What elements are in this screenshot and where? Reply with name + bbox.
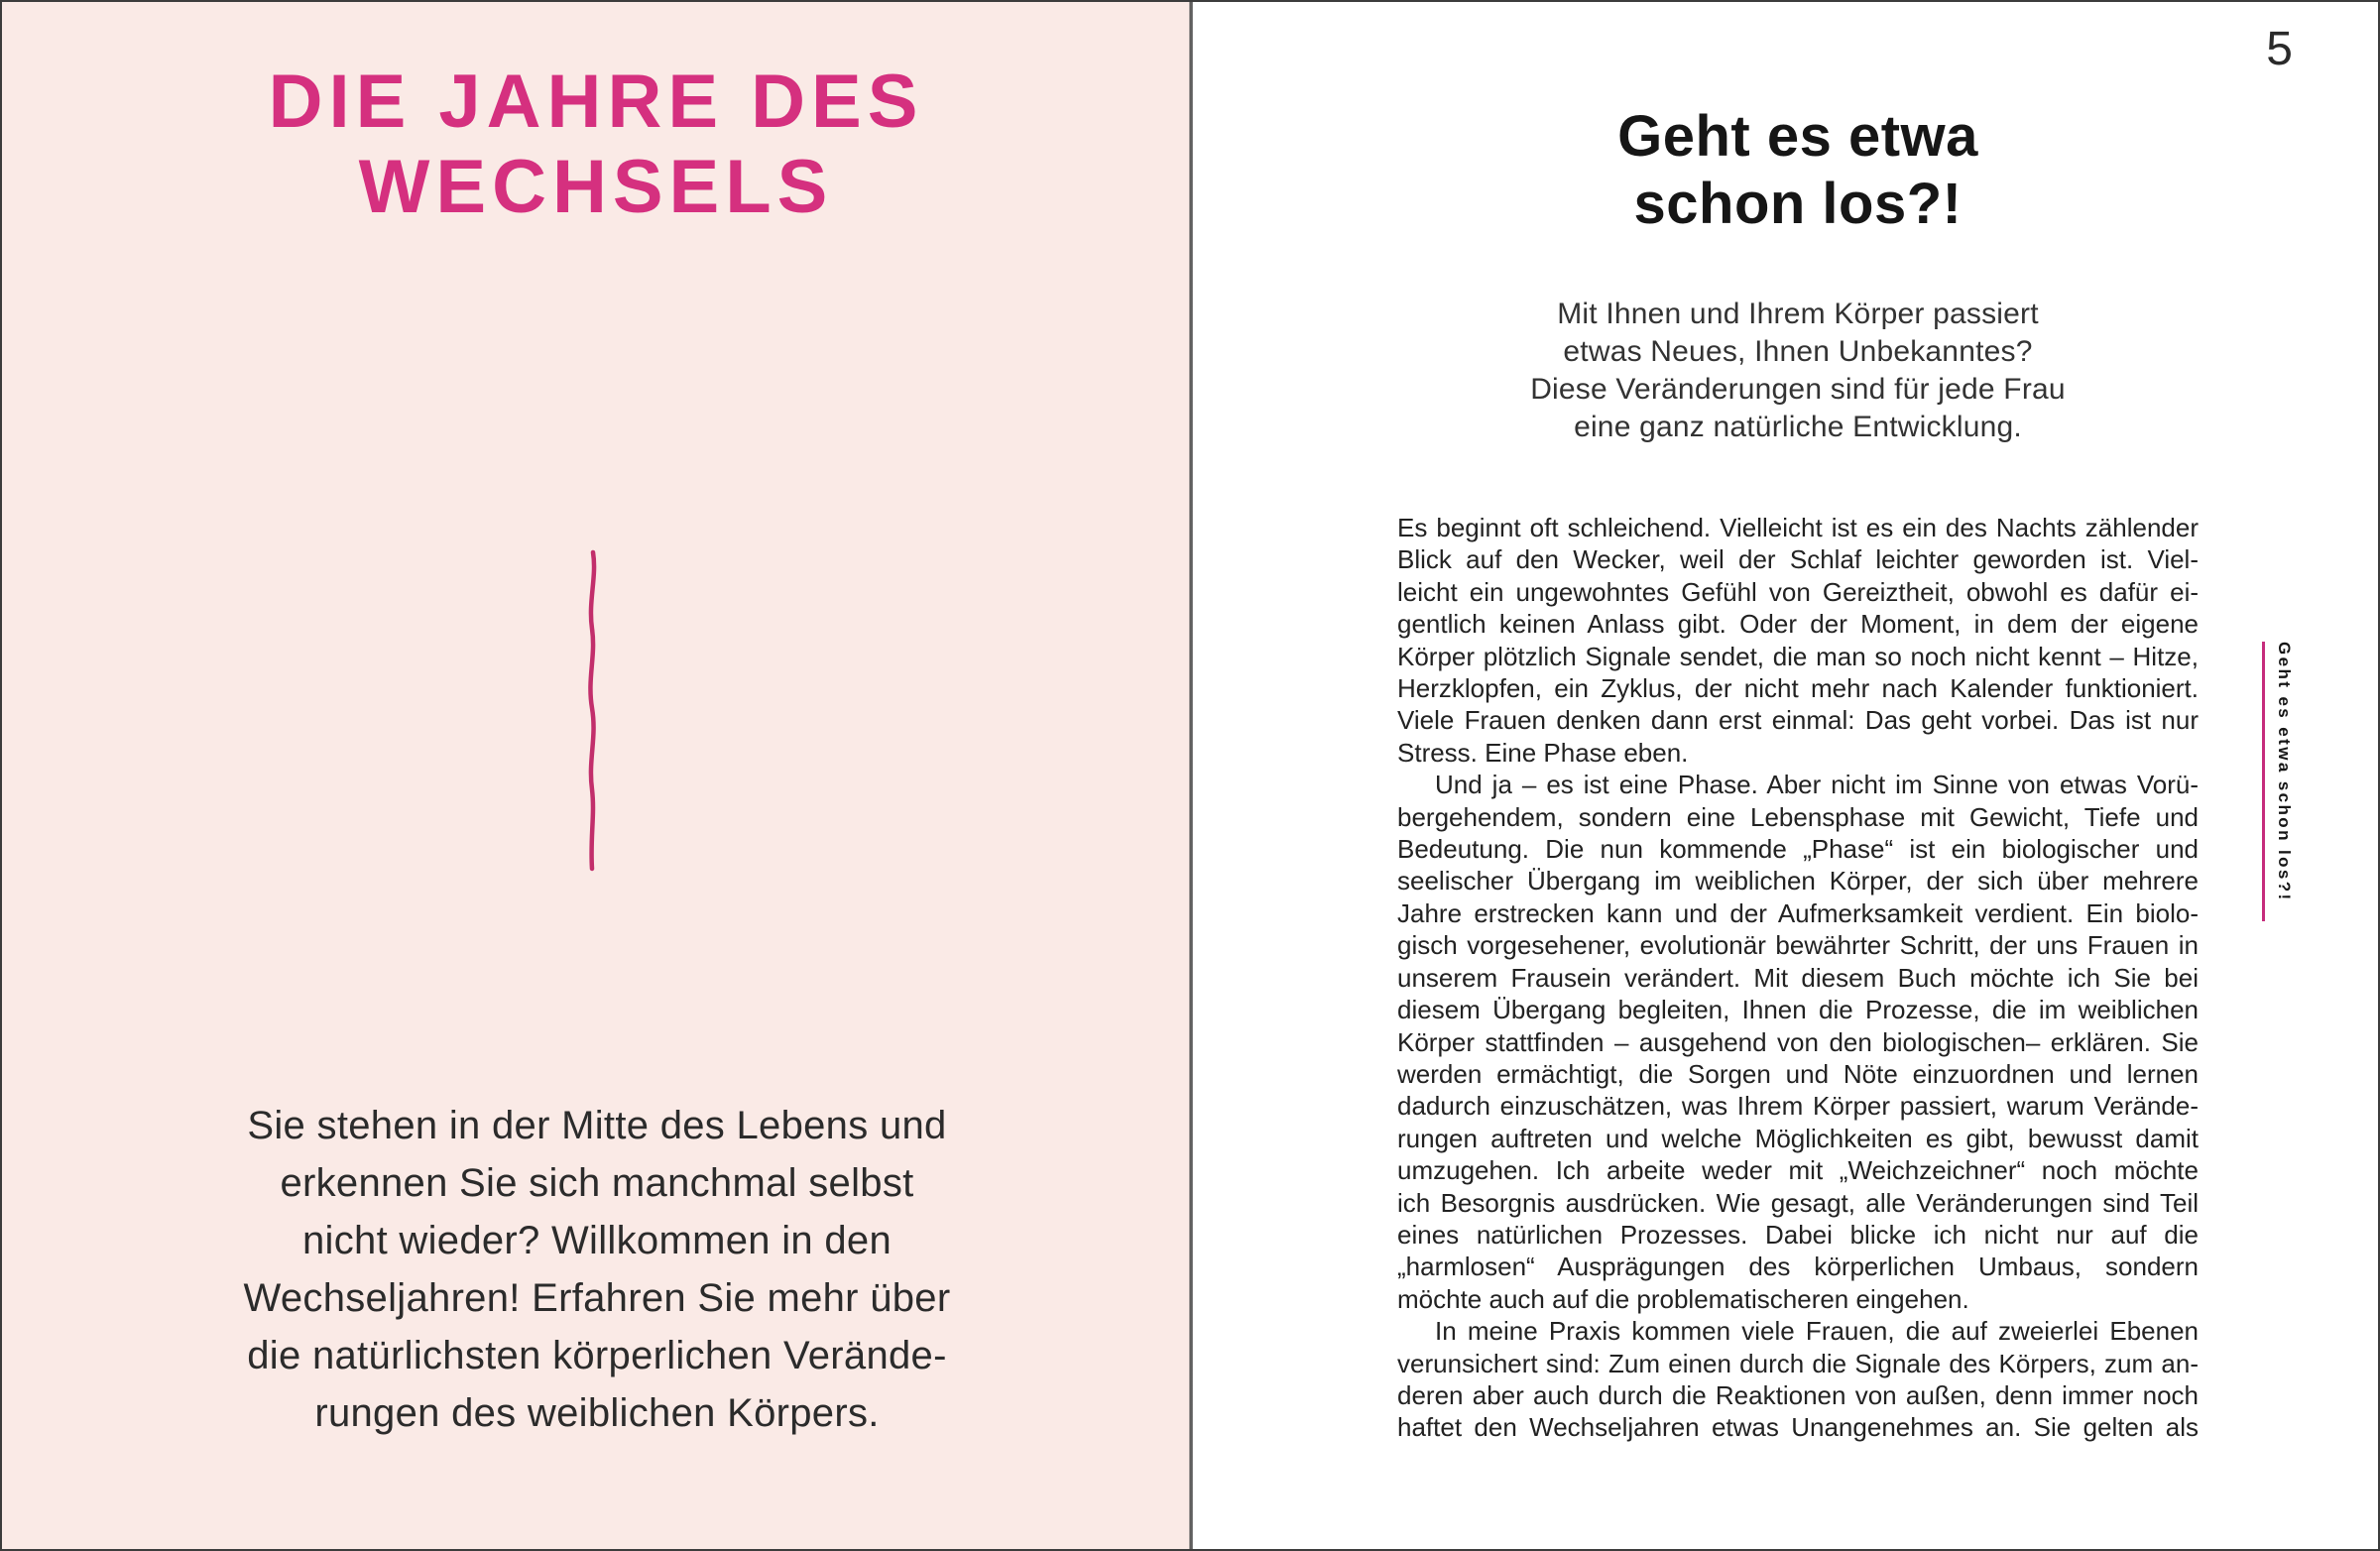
- body-line: Es beginnt oft schleichend. Vielleicht ist es ein des Nachts zählender: [1397, 513, 2199, 542]
- body-line: verunsichert sind: Zum einen durch die Signale des Körpers, zum an-: [1397, 1348, 2199, 1378]
- margin-chapter-tab: Geht es etwa schon los?!: [2262, 642, 2294, 921]
- body-line: seelischer Übergang im weiblichen Körper, der sich über mehrere: [1397, 866, 2199, 896]
- body-line: werden ermächtigt, die Sorgen und Nöte einzuordnen und lernen: [1397, 1058, 2199, 1089]
- body-line: gentlich keinen Anlass gibt. Oder der Moment, in dem der eigene: [1397, 609, 2199, 640]
- body-line: unserem Frausein verändert. Mit diesem Buch möchte ich Sie bei: [1397, 962, 2199, 993]
- body-line: dadurch einzuschätzen, was Ihrem Körper passiert, warum Verände-: [1397, 1091, 2199, 1122]
- body-line: In meine Praxis kommen viele Frauen, die auf zweierlei Ebenen: [1435, 1316, 2199, 1347]
- body-line: Jahre erstrecken kann und der Aufmerksamkeit verdient. Ein biolo-: [1397, 897, 2199, 928]
- body-line: Körper stattfinden – ausgehend von den biologischen– erklären. Sie: [1397, 1026, 2199, 1057]
- body-line: bergehendem, sondern eine Lebensphase mit Gewicht, Tiefe und: [1397, 801, 2199, 832]
- body-line: Und ja – es ist eine Phase. Aber nicht im Sinne von etwas Vorü-: [1435, 770, 2199, 800]
- body-line: Herzklopfen, ein Zyklus, der nicht mehr nach Kalender funktioniert.: [1397, 673, 2199, 704]
- body-text: [1397, 512, 2199, 1444]
- body-line: Blick auf den Wecker, weil der Schlaf leichter geworden ist. Viel-: [1397, 544, 2199, 575]
- body-line: umzugehen. Ich arbeite weder mit „Weichzeichner“ noch möchte: [1397, 1155, 2199, 1186]
- body-line: Viele Frauen denken dann erst einmal: Das geht vorbei. Das ist nur: [1397, 705, 2199, 736]
- left-page: [2, 2, 1190, 1549]
- body-line: „harmlosen“ Ausprägungen des körperlichen Umbaus, sondern: [1397, 1252, 2199, 1282]
- body-line: rungen auftreten und welche Möglichkeiten es gibt, bewusst damit: [1397, 1123, 2199, 1153]
- body-line: ich Besorgnis ausdrücken. Wie gesagt, alle Veränderungen sind Teil: [1397, 1187, 2199, 1218]
- squiggle-decoration: [583, 549, 603, 873]
- body-line: gisch vorgesehener, evolutionär bewährter Schritt, der uns Frauen in: [1397, 930, 2199, 961]
- right-page: [1193, 2, 2380, 1549]
- chapter-title: DIE JAHRE DES WECHSELS: [268, 60, 924, 229]
- section-heading: Geht es etwa schon los?!: [1617, 104, 1978, 236]
- body-line: haftet den Wechseljahren etwas Unangenehmes an. Sie gelten als: [1397, 1412, 2199, 1443]
- section-intro: Mit Ihnen und Ihrem Körper passiert etwas Neues, Ihnen Unbekanntes? Diese Veränderungen sind für jede Frau eine ganz natürliche Entwicklung.: [1530, 298, 2066, 443]
- chapter-lead-paragraph: Sie stehen in der Mitte des Lebens und erkennen Sie sich manchmal selbst nicht wieder? Willkommen in den Wechseljahren! Erfahren Sie mehr über die natürlichsten körperlichen Verände- rungen des weiblichen Körpers.: [243, 1104, 951, 1435]
- body-line: Bedeutung. Die nun kommende „Phase“ ist ein biologischer und: [1397, 834, 2199, 865]
- text-column: [1397, 2, 2199, 1444]
- page-number: 5: [2266, 23, 2293, 75]
- body-line: möchte auch auf die problematischeren eingehen.: [1397, 1283, 1969, 1314]
- body-line: diesem Übergang begleiten, Ihnen die Prozesse, die im weiblichen: [1397, 995, 2199, 1025]
- body-line: leicht ein ungewohntes Gefühl von Gereiztheit, obwohl es dafür ei-: [1397, 576, 2199, 607]
- body-line: Körper plötzlich Signale sendet, die man so noch nicht kennt – Hitze,: [1397, 641, 2199, 671]
- body-line: Stress. Eine Phase eben.: [1397, 737, 1689, 768]
- body-line: eines natürlichen Prozesses. Dabei blicke ich nicht nur auf die: [1397, 1219, 2199, 1250]
- body-line: deren aber auch durch die Reaktionen von außen, denn immer noch: [1397, 1379, 2199, 1410]
